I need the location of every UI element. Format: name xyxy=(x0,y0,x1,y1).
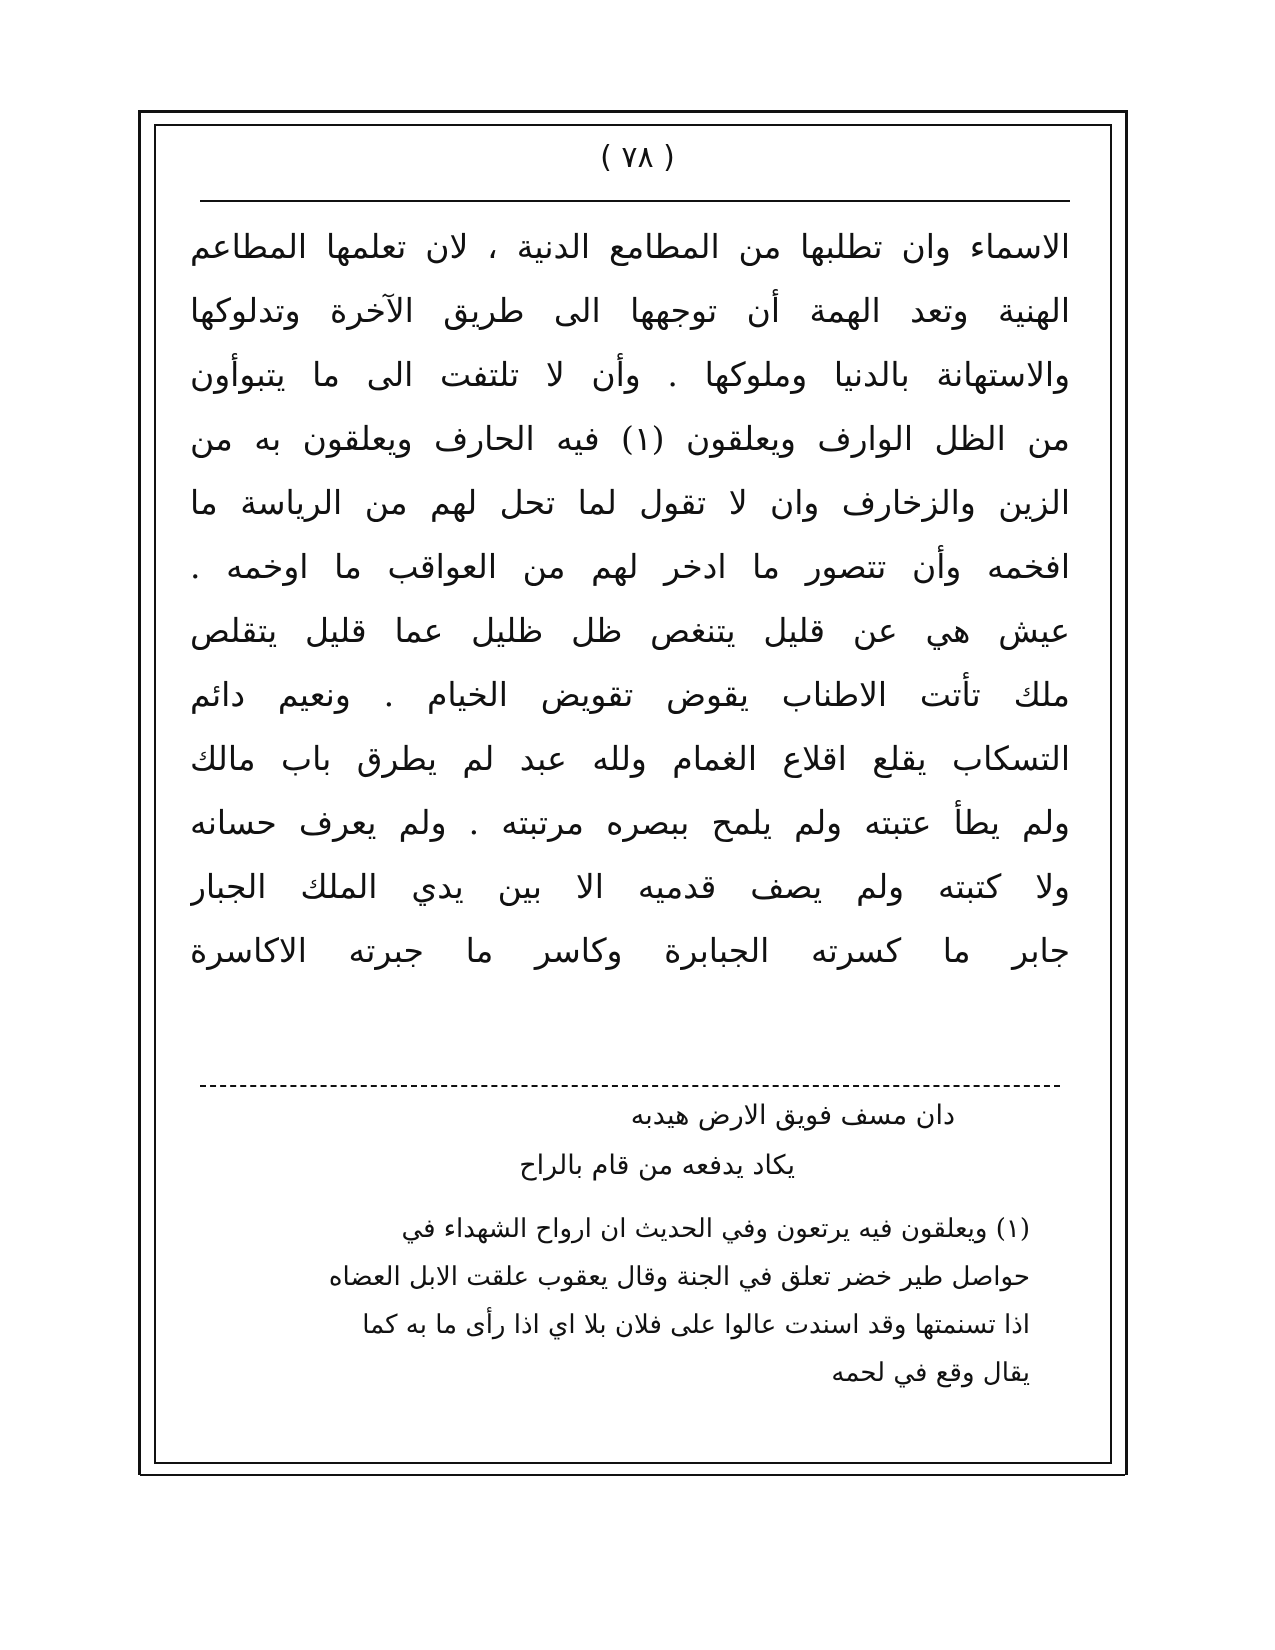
bottom-border-rule xyxy=(140,1474,1125,1476)
text-line: ولا كتبته ولم يصف قدميه الا بين يدي الملك الجبار xyxy=(190,867,1070,906)
text-line: ولم يطأ عتبته ولم يلمح ببصره مرتبته . ولم يعرف حسانه xyxy=(190,803,1070,842)
text-line: عيش هي عن قليل يتنغص ظل ظليل عما قليل يتقلص xyxy=(190,611,1070,650)
main-text xyxy=(190,215,1070,983)
text-line: الاسماء وان تطلبها من المطامع الدنية ، لان تعلمها المطاعم xyxy=(190,227,1070,266)
text-line: التسكاب يقلع اقلاع الغمام ولله عبد لم يطرق باب مالك xyxy=(190,739,1070,778)
text-line: الزين والزخارف وان لا تقول لما تحل لهم من الرياسة ما xyxy=(190,483,1070,522)
text-line: افخمه وأن تتصور ما ادخر لهم من العواقب ما اوخمه . xyxy=(190,547,1070,586)
footnote-separator xyxy=(200,1085,1060,1087)
footnotes xyxy=(190,1205,1030,1397)
header-rule xyxy=(200,200,1070,202)
text-line: جابر ما كسرته الجبابرة وكاسر ما جبرته الاكاسرة xyxy=(190,931,1070,970)
text-line: الهنية وتعد الهمة أن توجهها الى طريق الآخرة وتدلوكها xyxy=(190,291,1070,330)
verse-line-2: يكاد يدفعه من قام بالراح xyxy=(519,1150,795,1181)
footnote-line: اذا تسنمتها وقد اسندت عالوا على فلان بلا اي اذا رأى ما به كما xyxy=(362,1310,1030,1340)
footnote-line: حواصل طير خضر تعلق في الجنة وقال يعقوب علقت الابل العضاه xyxy=(328,1262,1030,1292)
footnote-line: يقال وقع في لحمه xyxy=(831,1358,1030,1388)
text-line: من الظل الوارف ويعلقون (١) فيه الحارف ويعلقون به من xyxy=(190,419,1070,458)
footnote-line: (١) ويعلقون فيه يرتعون وفي الحديث ان ارواح الشهداء في xyxy=(401,1214,1030,1244)
page-number: ( ٧٨ ) xyxy=(600,140,675,175)
text-line: ملك تأتت الاطناب يقوض تقويض الخيام . ونعيم دائم xyxy=(190,675,1070,714)
text-line: والاستهانة بالدنيا وملوكها . وأن لا تلتفت الى ما يتبوأون xyxy=(190,355,1070,394)
verse-line-1: دان مسف فويق الارض هيدبه xyxy=(630,1100,955,1131)
